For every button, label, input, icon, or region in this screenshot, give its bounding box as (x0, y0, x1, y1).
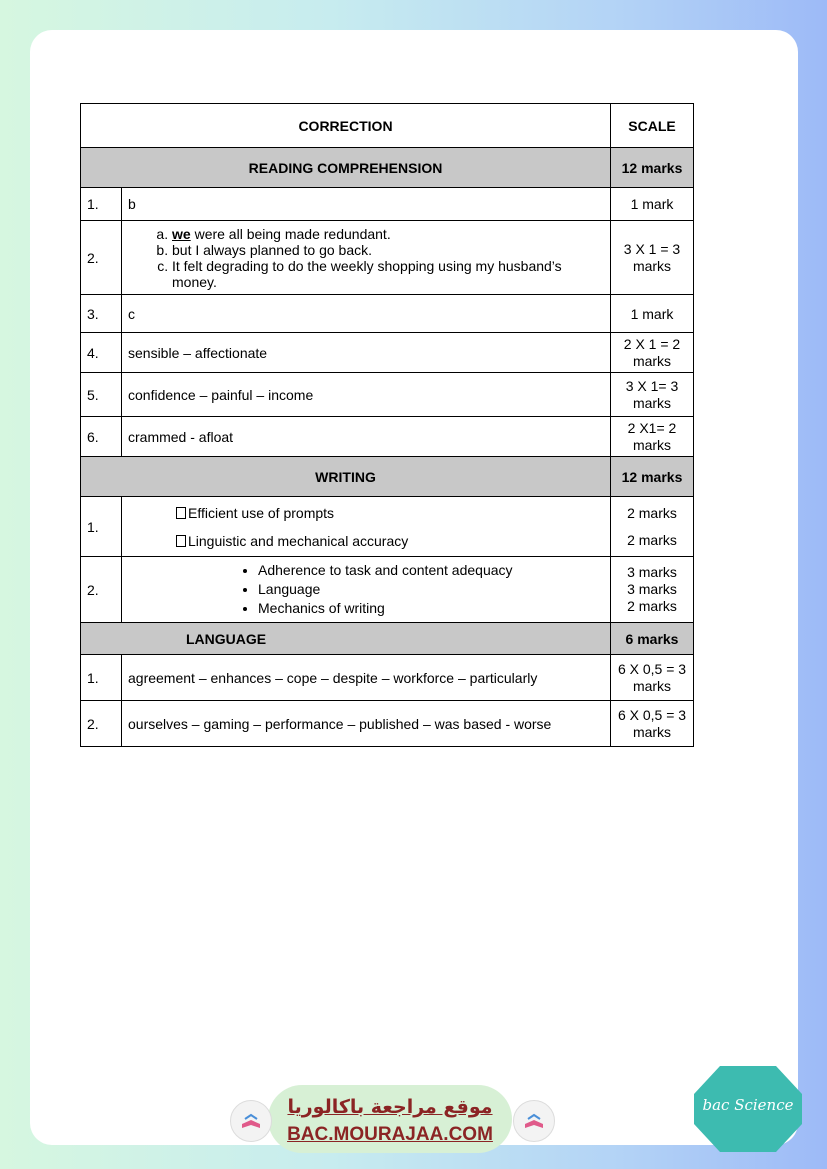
mark-value: 3 marks (627, 564, 677, 580)
list-item: • Language (258, 580, 604, 599)
row-answer: crammed - afloat (122, 417, 611, 457)
row-number: 5. (81, 373, 122, 417)
row-number: 1. (81, 188, 122, 221)
row-answer: sensible – affectionate (122, 333, 611, 373)
list-item: c. It felt degrading to do the weekly shopping using my husband’s money. (172, 258, 604, 290)
writing-title: WRITING (81, 457, 611, 497)
table-row (81, 557, 694, 623)
criterion-text: Linguistic and mechanical accuracy (188, 532, 409, 549)
row-number: 2. (81, 221, 122, 295)
row-scale: 2 X 1 = 2 marks (611, 333, 694, 373)
row-number: 4. (81, 333, 122, 373)
table-row (81, 497, 694, 557)
criteria-marks (611, 497, 694, 557)
mark-value: 2 marks (627, 504, 677, 521)
table-row (81, 373, 694, 417)
row-scale: 1 mark (611, 295, 694, 333)
footer-site-link[interactable]: BAC.MOURAJAA.COM (287, 1124, 493, 1145)
checkbox-icon (176, 535, 186, 547)
row-scale: 1 mark (611, 188, 694, 221)
correction-table (80, 103, 694, 747)
list-item (172, 226, 604, 242)
site-logo-icon (513, 1100, 555, 1142)
row-answer: c (122, 295, 611, 333)
table-row (81, 417, 694, 457)
criterion-text: Efficient use of prompts (188, 504, 335, 521)
book-icon (231, 1101, 271, 1141)
list-item: • Adherence to task and content adequacy (258, 561, 604, 580)
book-icon (514, 1101, 554, 1141)
reading-marks: 12 marks (611, 148, 694, 188)
table-row (81, 295, 694, 333)
reading-title: READING COMPREHENSION (81, 148, 611, 188)
row-number: 2. (81, 557, 122, 623)
row-number: 3. (81, 295, 122, 333)
table-row (81, 188, 694, 221)
criteria-list (128, 561, 604, 618)
language-marks: 6 marks (611, 623, 694, 655)
answer-list (128, 226, 604, 290)
row-number: 6. (81, 417, 122, 457)
criteria-cell (122, 557, 611, 623)
row-answer-list (122, 221, 611, 295)
mark-value: 3 marks (627, 581, 677, 597)
list-item-text: were all being made redundant. (190, 225, 391, 242)
row-answer: b (122, 188, 611, 221)
row-scale: 6 X 0,5 = 3 marks (611, 655, 694, 701)
row-scale: 6 X 0,5 = 3 marks (611, 701, 694, 747)
criterion (128, 527, 604, 555)
writing-section-row (81, 457, 694, 497)
mark-value: 2 marks (627, 531, 677, 548)
list-item: b. but I always planned to go back. (172, 242, 604, 258)
header-row (81, 104, 694, 148)
list-item: • Mechanics of writing (258, 599, 604, 618)
criteria-marks (611, 557, 694, 623)
scale-header: SCALE (611, 104, 694, 148)
table-row (81, 333, 694, 373)
row-number: 2. (81, 701, 122, 747)
criterion (128, 499, 604, 527)
row-scale: 3 X 1= 3 marks (611, 373, 694, 417)
row-number: 1. (81, 497, 122, 557)
badge-text: bac Science (702, 1096, 794, 1114)
language-section-row (81, 623, 694, 655)
criteria-cell (122, 497, 611, 557)
row-number: 1. (81, 655, 122, 701)
reading-section-row (81, 148, 694, 188)
table-row (81, 221, 694, 295)
site-logo-icon (230, 1100, 272, 1142)
row-scale: 3 X 1 = 3 marks (611, 221, 694, 295)
footer-arabic-link[interactable]: موقع مراجعة باكالوريا (287, 1096, 493, 1118)
table-row (81, 655, 694, 701)
writing-marks: 12 marks (611, 457, 694, 497)
checkbox-icon (176, 507, 186, 519)
table-row (81, 701, 694, 747)
language-title: LANGUAGE (81, 623, 611, 655)
row-scale: 2 X1= 2 marks (611, 417, 694, 457)
mark-value: 2 marks (627, 598, 677, 614)
row-answer: agreement – enhances – cope – despite – workforce – particularly (122, 655, 611, 701)
row-answer: ourselves – gaming – performance – published – was based - worse (122, 701, 611, 747)
correction-header: CORRECTION (81, 104, 611, 148)
emphasis-word: we (172, 225, 191, 242)
row-answer: confidence – painful – income (122, 373, 611, 417)
